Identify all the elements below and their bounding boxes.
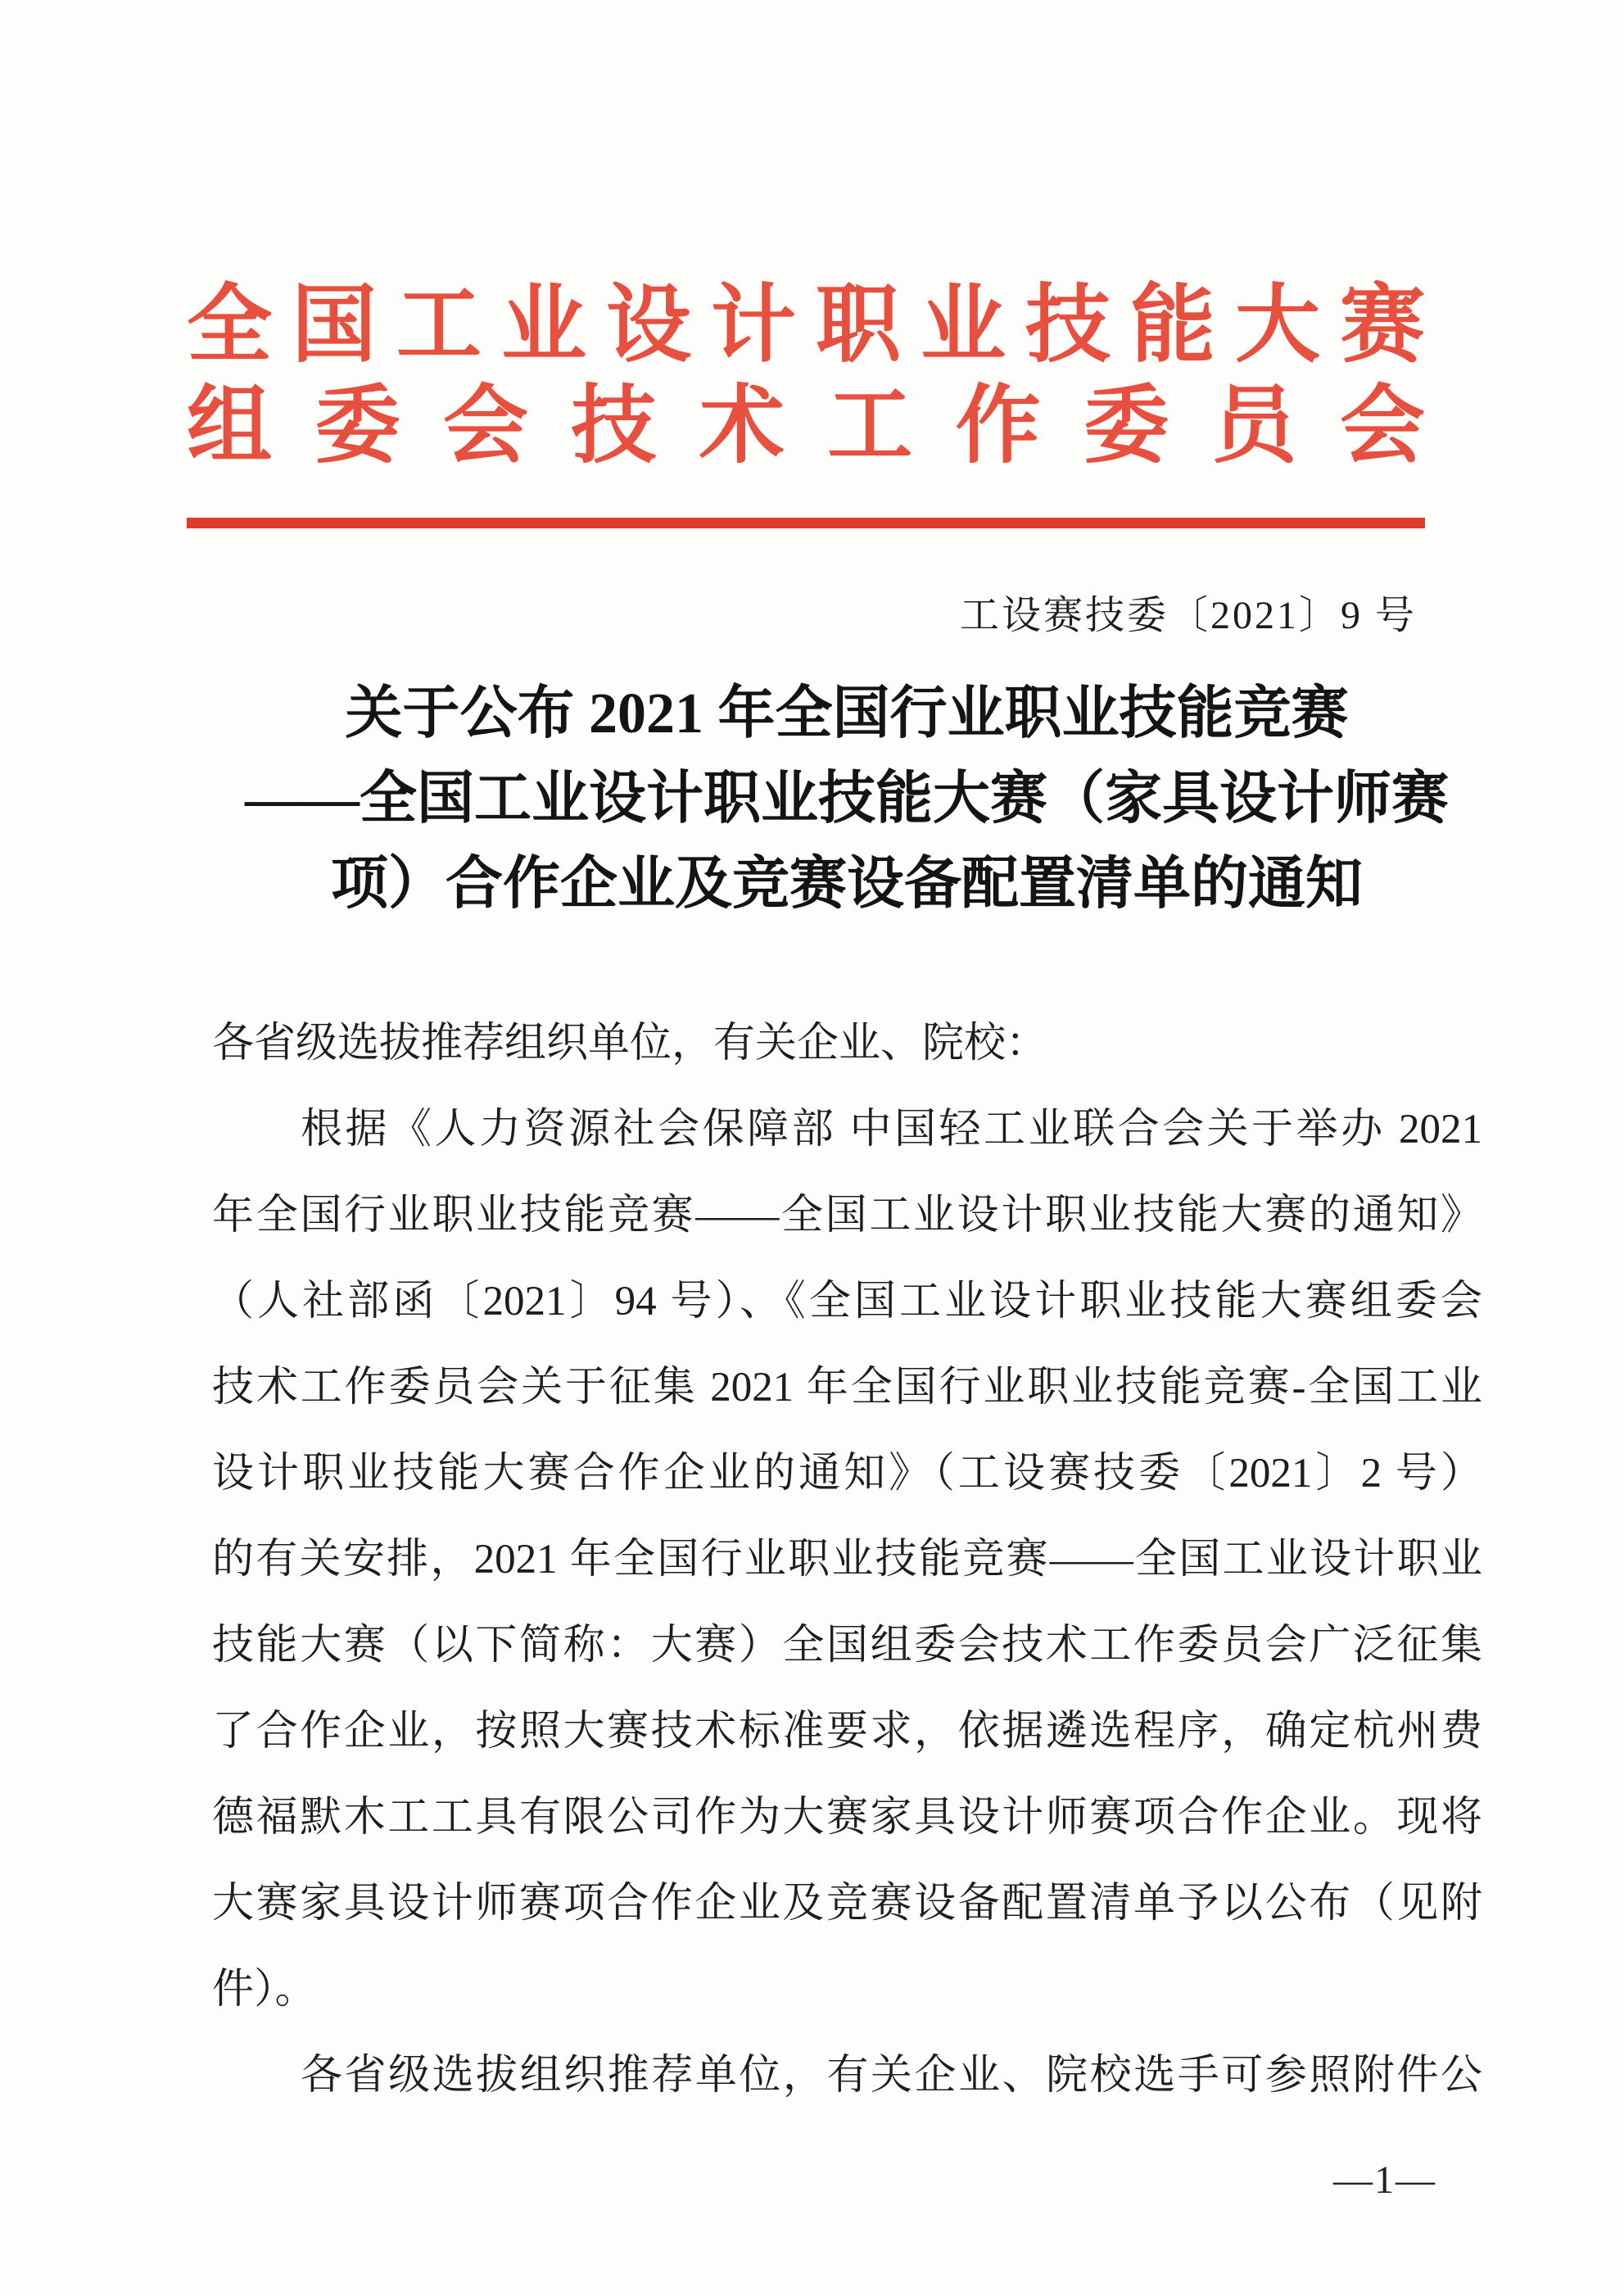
body-line: 了合作企业，按照大赛技术标准要求，依据遴选程序，确定杭州费 <box>212 1709 1482 1755</box>
letterhead-divider <box>187 518 1425 528</box>
body-line: 设计职业技能大赛合作企业的通知》（工设赛技委〔2021〕2 号） <box>212 1451 1482 1497</box>
notice-title-line-1: 关于公布 2021 年全国行业职业技能竞赛 <box>345 682 1349 745</box>
body-line: 大赛家具设计师赛项合作企业及竞赛设备配置清单予以公布（见附 <box>212 1881 1482 1927</box>
document-number: 工设赛技委〔2021〕9 号 <box>959 594 1417 637</box>
notice-body <box>212 1001 1482 2119</box>
body-line: 根据《人力资源社会保障部 中国轻工业联合会关于举办 2021 <box>301 1107 1482 1153</box>
body-line: 德福默木工工具有限公司作为大赛家具设计师赛项合作企业。现将 <box>212 1795 1482 1841</box>
notice-title-line-2: ——全国工业设计职业技能大赛（家具设计师赛 <box>245 768 1449 831</box>
body-line: 技术工作委员会关于征集 2021 年全国行业职业技能竞赛-全国工业 <box>212 1365 1482 1411</box>
body-line: 技能大赛（以下简称：大赛）全国组委会技术工作委员会广泛征集 <box>212 1623 1482 1669</box>
page-number: —1— <box>1333 2158 1436 2202</box>
body-line: 年全国行业职业技能竞赛——全国工业设计职业技能大赛的通知》 <box>212 1193 1482 1239</box>
letterhead-line-1: 全国工业设计职业技能大赛 <box>187 279 1425 373</box>
notice-title-line-3: 项）合作企业及竞赛设备配置清单的通知 <box>331 853 1363 916</box>
body-line: （人社部函〔2021〕94 号）、《全国工业设计职业技能大赛组委会 <box>212 1279 1482 1325</box>
letterhead-line-2: 组委会技术工作委员会 <box>187 379 1425 473</box>
letterhead <box>187 275 1425 477</box>
body-paragraph-end: 件）。 <box>212 1967 317 2013</box>
notice-title <box>211 672 1482 927</box>
body-line: 的有关安排，2021 年全国行业职业技能竞赛——全国工业设计职业 <box>212 1537 1482 1583</box>
body-salutation-line: 各省级选拔推荐组织单位，有关企业、院校： <box>212 1021 1048 1066</box>
body-line: 各省级选拔组织推荐单位，有关企业、院校选手可参照附件公 <box>301 2053 1482 2099</box>
